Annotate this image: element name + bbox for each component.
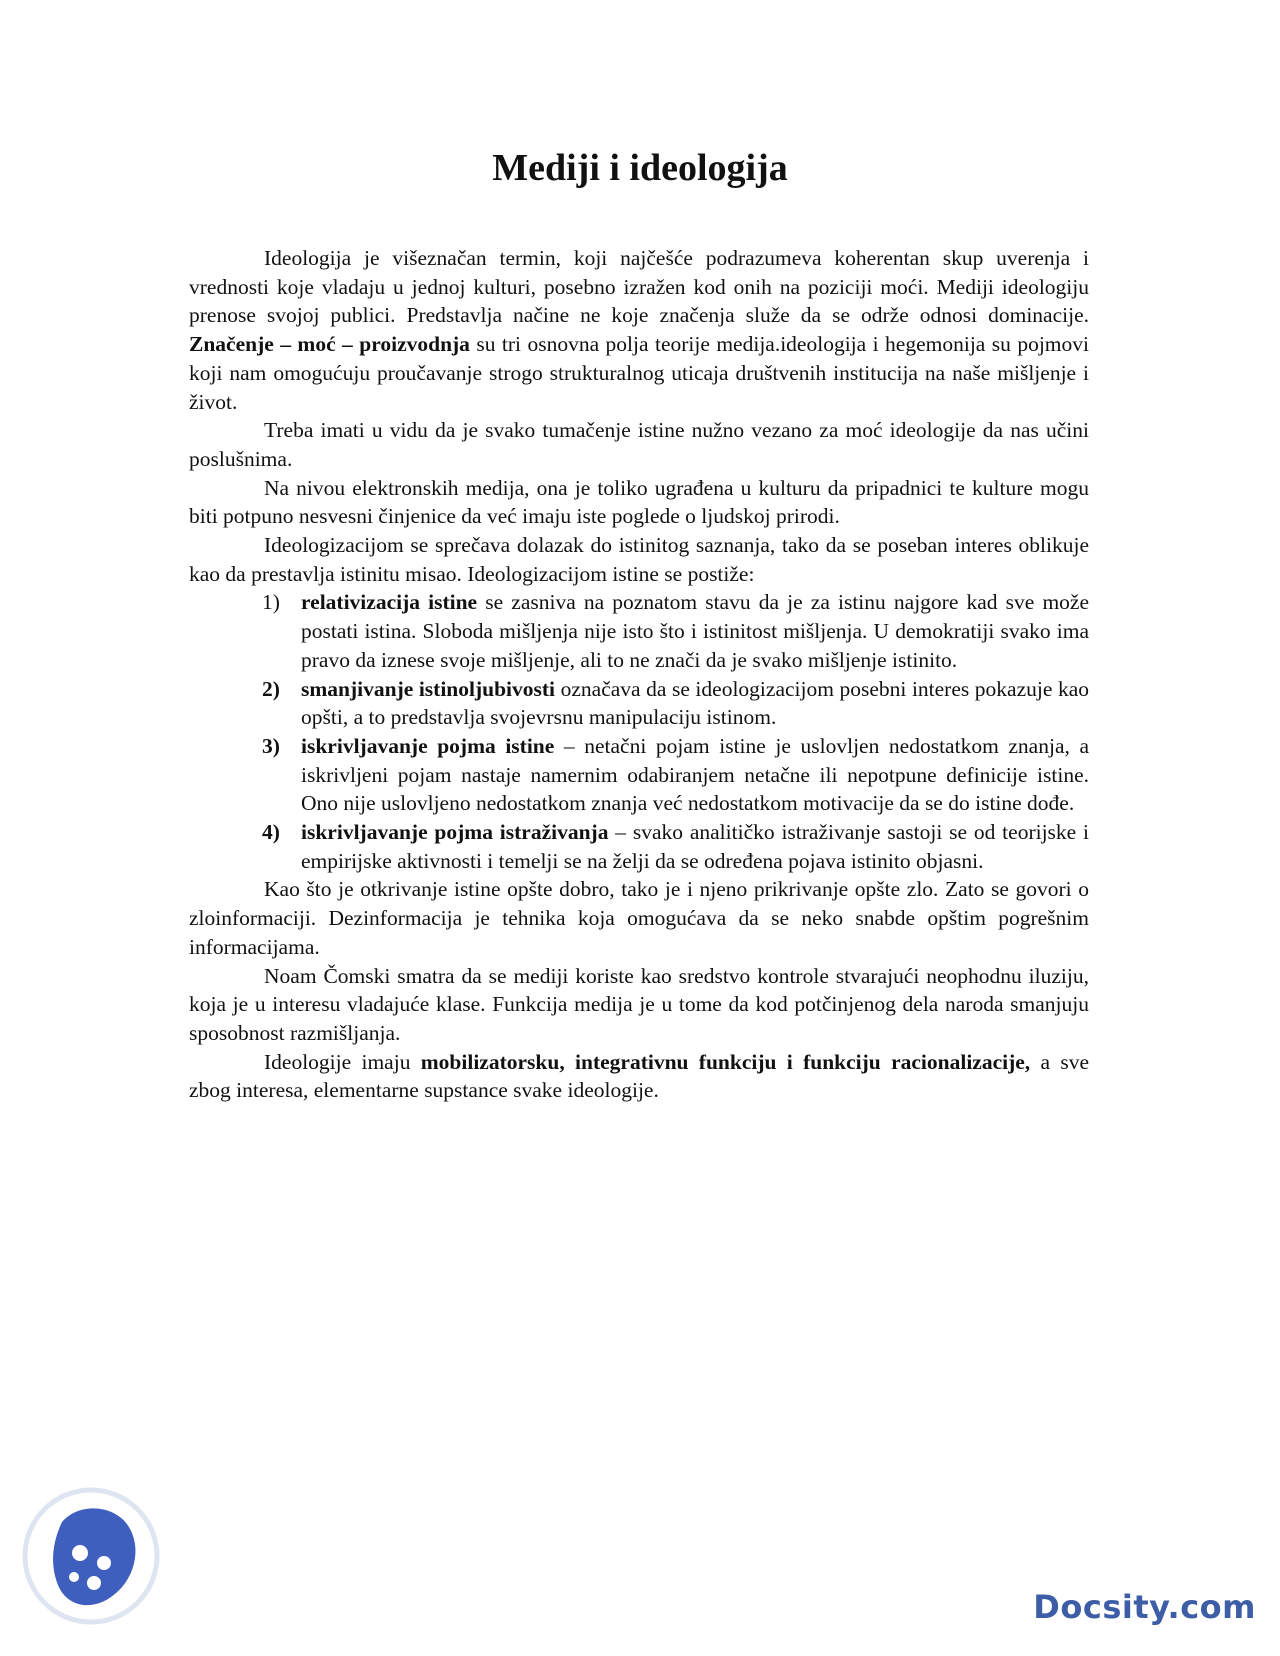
docsity-logo-icon[interactable] [22, 1487, 160, 1625]
list-item [262, 818, 1090, 875]
list-item-text: se zasniva na poznatom stavu da je za istinu najgore kad sve može postati istina. Sloboda mišljenja nije isto što i istinitost mišljenja. U demokratiji svako ima pravo da iznese svoje mišljenje, ali to ne znači da je svako mišljenje istinito. [301, 590, 1090, 672]
paragraph-7-bold-b: racionalizacije, [891, 1049, 1031, 1074]
list-item-term: iskrivljavanje pojma istine [301, 733, 555, 758]
paragraph-3: Na nivou elektronskih medija, ona je toliko ugrađena u kulturu da pripadnici te kulture mogu biti potpuno nesvesni činjenice da već imaju iste poglede o ljudskoj prirodi. [189, 475, 1089, 529]
list-item-number: 1) [262, 590, 280, 615]
list-item-number: 4) [262, 820, 280, 845]
list-item-text: označava da se ideologizacijom posebni interes pokazuje kao opšti, a to predstavlja svojevrsnu manipulaciju istinom. [301, 676, 1090, 730]
brand-watermark[interactable]: Docsity.com [1033, 1588, 1256, 1626]
list-item-text: – svako analitičko istraživanje sastoji se od teorijske i empirijske aktivnosti i temelji se na želji da se određena pojava istinito objasni. [301, 820, 1090, 873]
list-item-term: iskrivljavanje pojma istraživanja [301, 820, 609, 845]
list-item [262, 588, 1090, 674]
paragraph-1 [189, 244, 1089, 416]
list-item-term: relativizacija istine [301, 590, 478, 615]
list-item-number: 3) [262, 733, 280, 758]
list-item-text: – netačni pojam istine je uslovljen nedostatkom znanja, a iskrivljeni pojam nastaje namernim odabiranjem netačne ili nepotpune definicije istine. Ono nije uslovljeno nedostatkom znanja već nedostatkom motivacije da se do istine dođe. [301, 733, 1089, 816]
paragraph-1-bold: Značenje – moć – proizvodnja [189, 332, 470, 357]
paragraph-4: Ideologizacijom se sprečava dolazak do istinitog saznanja, tako da se poseban interes oblikuje kao da prestavlja istinitu misao. Ideologizacijom istine se postiže: [189, 533, 1089, 586]
paragraph-6: Noam Čomski smatra da se mediji koriste kao sredstvo kontrole stvarajući neophodnu iluziju, koja je u interesu vladajuće klase. Funkcija medija je u tome da kod potčinjenog dela naroda smanjuju sposobnost razmišljanja. [189, 963, 1089, 1045]
paragraph-7-text-a: Ideologije imaju [264, 1049, 421, 1074]
list-item [262, 732, 1089, 818]
list-item [262, 675, 1090, 732]
list-item-term: smanjivanje istinoljubivosti [301, 676, 556, 701]
paragraph-1-text-b: su tri osnovna polja teorije medija.ideologija i hegemonija su pojmovi koji nam omogućuju proučavanje strogo strukturalnog uticaja društvenih institucija na naše mišljenje i život. [189, 332, 1089, 414]
paragraph-5: Kao što je otkrivanje istine opšte dobro, tako je i njeno prikrivanje opšte zlo. Zato se govori o zloinformaciji. Dezinformacija je tehnika koja omogućava da se neko snabde opštim pogrešnim informacijama. [189, 877, 1089, 959]
paragraph-1-text-a: Ideologija je višeznačan termin, koji najčešće podrazumeva koherentan skup uverenja i vrednosti koje vladaju u jednoj kulturi, posebno izražen kod onih na poziciji moći. Mediji ideologiju prenose svojoj publici. Predstavlja načine ne koje značenja služe da se održe odnosi dominacije. [189, 246, 1089, 328]
paragraph-7 [189, 1048, 1089, 1105]
ideologization-list [189, 588, 1089, 875]
document-body [189, 244, 1089, 1105]
paragraph-7-text-b: a sve zbog interesa, elementarne supstance svake ideologije. [189, 1049, 1090, 1103]
paragraph-7-bold-a: mobilizatorsku, integrativnu funkciju i funkciju [420, 1049, 881, 1074]
paragraph-2: Treba imati u vidu da je svako tumačenje istine nužno vezano za moć ideologije da nas učini poslušnima. [189, 418, 1089, 471]
page-title: Mediji i ideologija [492, 147, 788, 189]
list-item-number: 2) [262, 676, 280, 701]
